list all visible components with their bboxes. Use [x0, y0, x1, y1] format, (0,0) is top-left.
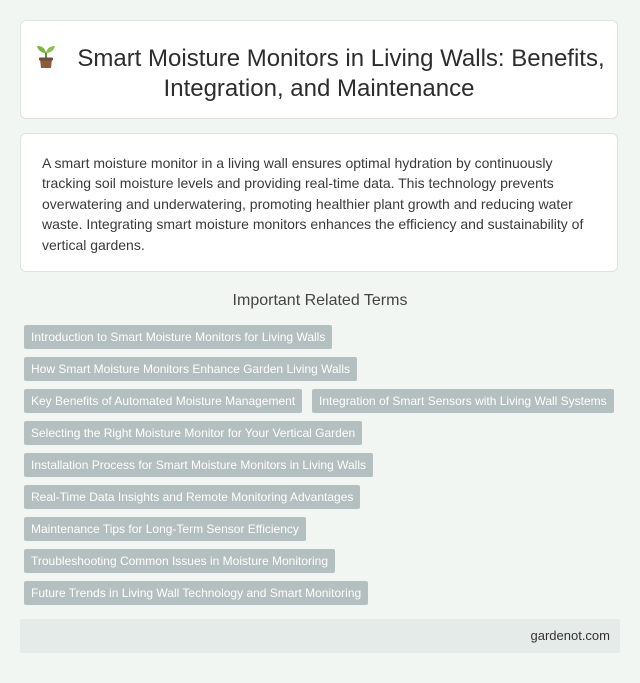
related-term-tag[interactable]: Integration of Smart Sensors with Living Wall Systems: [312, 389, 614, 413]
related-term-tag[interactable]: Selecting the Right Moisture Monitor for Your Vertical Garden: [24, 421, 362, 445]
seedling-icon: [33, 43, 59, 69]
page-title-text: Smart Moisture Monitors in Living Walls: Benefits, Integration, and Maintenance: [77, 45, 605, 102]
intro-card: [20, 133, 618, 272]
related-term-tag[interactable]: Future Trends in Living Wall Technology and Smart Monitoring: [24, 581, 368, 605]
related-term-tag[interactable]: Installation Process for Smart Moisture Monitors in Living Walls: [24, 453, 373, 477]
related-term-tag[interactable]: How Smart Moisture Monitors Enhance Garden Living Walls: [24, 357, 357, 381]
intro-paragraph: A smart moisture monitor in a living wall ensures optimal hydration by continuously tracking soil moisture levels and providing real-time data. This technology prevents overwatering and underwatering, promoting healthier plant growth and reducing water waste. Integrating smart moisture monitors enhances the efficiency and sustainability of vertical gardens.: [42, 155, 584, 253]
related-terms-heading: Important Related Terms: [232, 292, 408, 309]
related-term-tag[interactable]: Real-Time Data Insights and Remote Monitoring Advantages: [24, 485, 360, 509]
related-term-tag[interactable]: Introduction to Smart Moisture Monitors for Living Walls: [24, 325, 332, 349]
footer: [20, 619, 620, 653]
related-term-tag[interactable]: Maintenance Tips for Long-Term Sensor Efficiency: [24, 517, 306, 541]
related-term-tag[interactable]: Troubleshooting Common Issues in Moisture Monitoring: [24, 549, 335, 573]
title-card: [20, 20, 618, 119]
footer-site-link[interactable]: gardenot.com: [530, 628, 610, 643]
page-title: [21, 43, 617, 104]
related-term-tag[interactable]: Key Benefits of Automated Moisture Management: [24, 389, 302, 413]
